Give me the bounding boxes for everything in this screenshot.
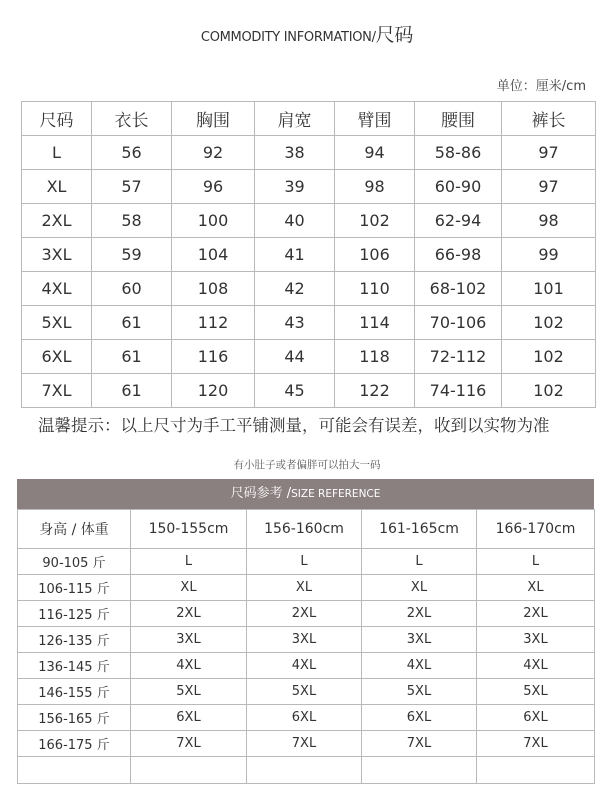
size-reference-table bbox=[17, 509, 595, 784]
table-cell: 3XL bbox=[477, 627, 595, 653]
size-up-note: 有小肚子或者偏胖可以拍大一码 bbox=[233, 459, 381, 471]
table-cell: 61 bbox=[92, 306, 172, 340]
table-row bbox=[18, 653, 595, 679]
table-cell: 38 bbox=[255, 136, 335, 170]
table-cell: 5XL bbox=[362, 679, 477, 705]
table-cell: L bbox=[477, 549, 595, 575]
column-header: 150-155cm bbox=[131, 510, 247, 549]
table-row bbox=[22, 340, 596, 374]
size-reference-header bbox=[17, 479, 594, 509]
table-cell: 4XL bbox=[131, 653, 247, 679]
table-cell: XL bbox=[22, 170, 92, 204]
table-cell: L bbox=[247, 549, 362, 575]
table-cell: 114 bbox=[335, 306, 415, 340]
table-cell: 101 bbox=[502, 272, 596, 306]
column-header: 尺码 bbox=[22, 102, 92, 136]
empty-cell bbox=[477, 757, 595, 784]
column-header: 161-165cm bbox=[362, 510, 477, 549]
table-cell: XL bbox=[362, 575, 477, 601]
table-cell: 97 bbox=[502, 170, 596, 204]
table-cell: 116 bbox=[172, 340, 255, 374]
column-header: 裤长 bbox=[502, 102, 596, 136]
table-cell: 62-94 bbox=[415, 204, 502, 238]
table-cell: 4XL bbox=[477, 653, 595, 679]
table-cell: 60-90 bbox=[415, 170, 502, 204]
table-cell: 166-175 斤 bbox=[18, 731, 131, 757]
table-row bbox=[18, 601, 595, 627]
table-cell: 92 bbox=[172, 136, 255, 170]
empty-row bbox=[18, 757, 595, 784]
column-header: 肩宽 bbox=[255, 102, 335, 136]
table-cell: 3XL bbox=[22, 238, 92, 272]
empty-cell bbox=[131, 757, 247, 784]
table-cell: XL bbox=[131, 575, 247, 601]
table-cell: 3XL bbox=[131, 627, 247, 653]
table-cell: 96 bbox=[172, 170, 255, 204]
size-table-header bbox=[22, 102, 596, 136]
table-cell: 70-106 bbox=[415, 306, 502, 340]
table-cell: 7XL bbox=[131, 731, 247, 757]
table-row bbox=[18, 679, 595, 705]
table-cell: 104 bbox=[172, 238, 255, 272]
table-cell: 106-115 斤 bbox=[18, 575, 131, 601]
table-cell: 61 bbox=[92, 340, 172, 374]
column-header: 156-160cm bbox=[247, 510, 362, 549]
table-cell: 44 bbox=[255, 340, 335, 374]
table-cell: 72-112 bbox=[415, 340, 502, 374]
table-cell: 156-165 斤 bbox=[18, 705, 131, 731]
table-cell: 4XL bbox=[247, 653, 362, 679]
title-cn: 尺码 bbox=[375, 24, 414, 46]
table-cell: 56 bbox=[92, 136, 172, 170]
table-cell: 116-125 斤 bbox=[18, 601, 131, 627]
unit-label: 单位：厘米/cm bbox=[496, 79, 586, 94]
table-cell: 110 bbox=[335, 272, 415, 306]
table-row bbox=[22, 272, 596, 306]
empty-cell bbox=[18, 757, 131, 784]
table-cell: 5XL bbox=[131, 679, 247, 705]
table-row bbox=[18, 705, 595, 731]
table-cell: 39 bbox=[255, 170, 335, 204]
table-cell: 126-135 斤 bbox=[18, 627, 131, 653]
table-cell: 2XL bbox=[131, 601, 247, 627]
table-cell: 58 bbox=[92, 204, 172, 238]
table-row bbox=[18, 731, 595, 757]
table-row bbox=[22, 306, 596, 340]
table-cell: 118 bbox=[335, 340, 415, 374]
table-cell: 60 bbox=[92, 272, 172, 306]
table-cell: 7XL bbox=[22, 374, 92, 408]
measurement-note: 温馨提示：以上尺寸为手工平铺测量，可能会有误差，收到以实物为准 bbox=[38, 416, 550, 435]
table-row bbox=[22, 238, 596, 272]
table-cell: 68-102 bbox=[415, 272, 502, 306]
table-cell: 98 bbox=[502, 204, 596, 238]
table-cell: 4XL bbox=[22, 272, 92, 306]
table-cell: 6XL bbox=[477, 705, 595, 731]
table-row bbox=[22, 374, 596, 408]
table-cell: 4XL bbox=[362, 653, 477, 679]
table-cell: 112 bbox=[172, 306, 255, 340]
table-cell: 74-116 bbox=[415, 374, 502, 408]
table-cell: 66-98 bbox=[415, 238, 502, 272]
size-table bbox=[21, 101, 596, 408]
table-cell: 42 bbox=[255, 272, 335, 306]
table-cell: 5XL bbox=[247, 679, 362, 705]
table-cell: 7XL bbox=[477, 731, 595, 757]
table-cell: 108 bbox=[172, 272, 255, 306]
table-cell: 43 bbox=[255, 306, 335, 340]
table-row bbox=[22, 170, 596, 204]
table-cell: 41 bbox=[255, 238, 335, 272]
column-header: 衣长 bbox=[92, 102, 172, 136]
size-reference-title-cn: 尺码参考 / bbox=[230, 486, 292, 501]
table-cell: 2XL bbox=[477, 601, 595, 627]
table-row bbox=[18, 549, 595, 575]
table-cell: 7XL bbox=[247, 731, 362, 757]
table-cell: 6XL bbox=[362, 705, 477, 731]
table-cell: 6XL bbox=[131, 705, 247, 731]
table-cell: 98 bbox=[335, 170, 415, 204]
table-cell: 6XL bbox=[22, 340, 92, 374]
table-cell: 7XL bbox=[362, 731, 477, 757]
table-cell: 97 bbox=[502, 136, 596, 170]
table-row bbox=[22, 136, 596, 170]
table-cell: 102 bbox=[335, 204, 415, 238]
table-cell: 2XL bbox=[362, 601, 477, 627]
table-cell: XL bbox=[477, 575, 595, 601]
title-en: COMMODITY INFORMATION/ bbox=[200, 30, 376, 45]
table-cell: 120 bbox=[172, 374, 255, 408]
table-cell: 3XL bbox=[362, 627, 477, 653]
empty-cell bbox=[362, 757, 477, 784]
column-header: 166-170cm bbox=[477, 510, 595, 549]
table-cell: 106 bbox=[335, 238, 415, 272]
table-row bbox=[22, 204, 596, 238]
table-cell: 100 bbox=[172, 204, 255, 238]
page-title bbox=[0, 20, 614, 47]
table-cell: 6XL bbox=[247, 705, 362, 731]
column-header: 身高 / 体重 bbox=[18, 510, 131, 549]
column-header: 胸围 bbox=[172, 102, 255, 136]
size-reference-title-en: SIZE REFERENCE bbox=[291, 488, 381, 500]
table-cell: 94 bbox=[335, 136, 415, 170]
table-cell: 59 bbox=[92, 238, 172, 272]
table-cell: 5XL bbox=[477, 679, 595, 705]
column-header: 臂围 bbox=[335, 102, 415, 136]
table-cell: 136-145 斤 bbox=[18, 653, 131, 679]
table-cell: L bbox=[362, 549, 477, 575]
table-cell: 146-155 斤 bbox=[18, 679, 131, 705]
table-row bbox=[18, 575, 595, 601]
table-cell: 90-105 斤 bbox=[18, 549, 131, 575]
table-cell: 102 bbox=[502, 374, 596, 408]
table-cell: 2XL bbox=[22, 204, 92, 238]
table-cell: 102 bbox=[502, 340, 596, 374]
table-cell: 2XL bbox=[247, 601, 362, 627]
table-cell: 40 bbox=[255, 204, 335, 238]
table-cell: 102 bbox=[502, 306, 596, 340]
size-reference-header-row bbox=[18, 510, 595, 549]
table-cell: 57 bbox=[92, 170, 172, 204]
table-cell: 3XL bbox=[247, 627, 362, 653]
table-cell: 122 bbox=[335, 374, 415, 408]
empty-cell bbox=[247, 757, 362, 784]
table-cell: 61 bbox=[92, 374, 172, 408]
table-cell: 45 bbox=[255, 374, 335, 408]
table-cell: 5XL bbox=[22, 306, 92, 340]
table-cell: XL bbox=[247, 575, 362, 601]
table-cell: L bbox=[131, 549, 247, 575]
table-cell: L bbox=[22, 136, 92, 170]
table-cell: 58-86 bbox=[415, 136, 502, 170]
column-header: 腰围 bbox=[415, 102, 502, 136]
table-cell: 99 bbox=[502, 238, 596, 272]
table-row bbox=[18, 627, 595, 653]
